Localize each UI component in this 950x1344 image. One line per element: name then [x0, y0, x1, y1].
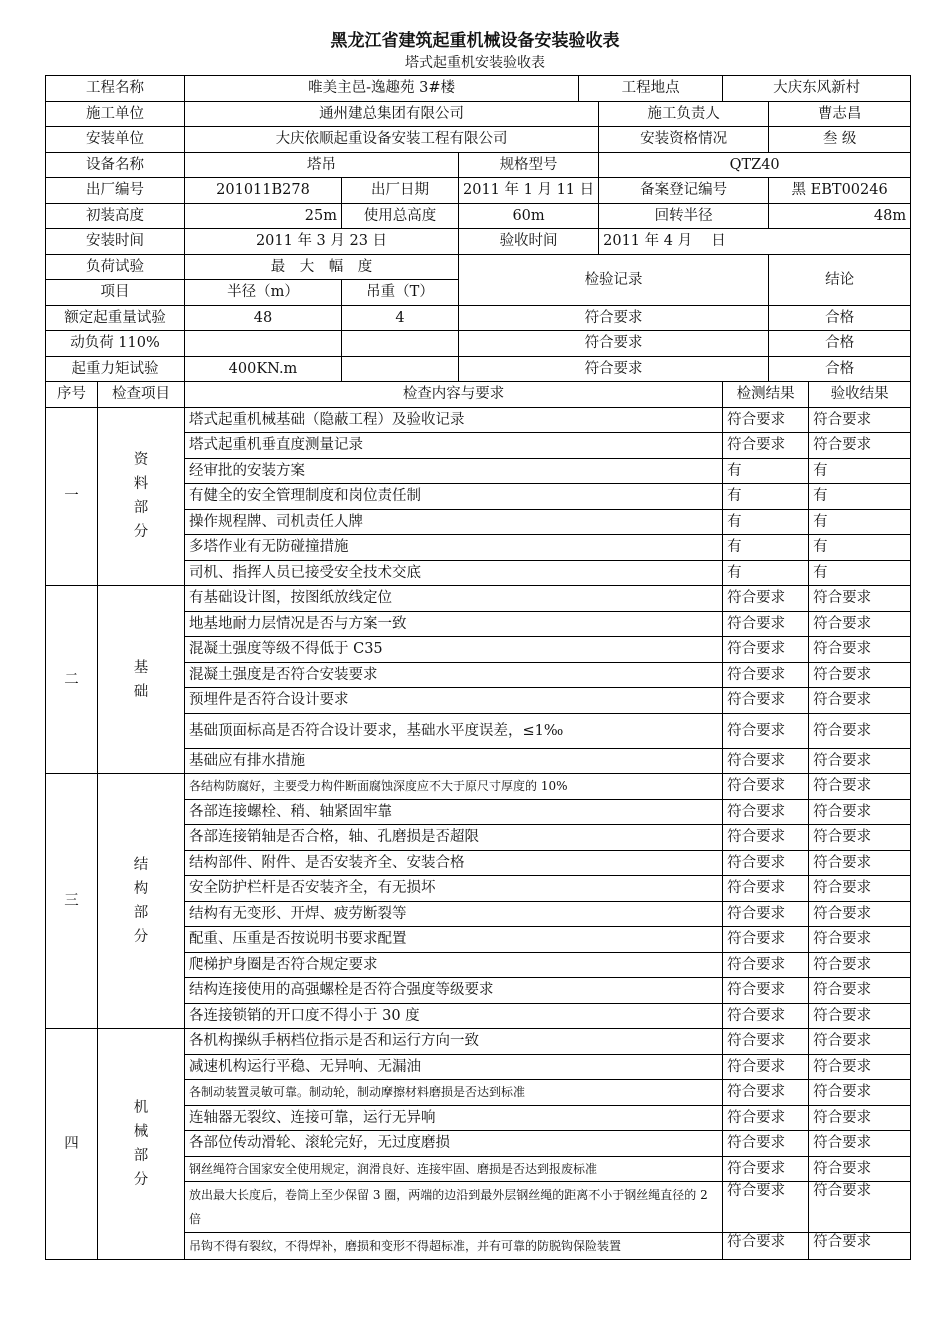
check-content: 各部连接螺栓、稍、轴紧固牢靠 [185, 799, 723, 825]
check-detect-result: 符合要求 [723, 1080, 809, 1106]
total-height-value: 60m [459, 203, 599, 229]
install-unit-label: 安装单位 [46, 127, 185, 153]
check-content: 有基础设计图，按图纸放线定位 [185, 586, 723, 612]
construction-unit-value: 通州建总集团有限公司 [185, 101, 599, 127]
weight-header: 吊重（T） [342, 280, 459, 306]
check-accept-result: 符合要求 [809, 1233, 911, 1260]
accept-time-value: 2011 年 4 月 日 [599, 229, 911, 255]
check-detect-result: 符合要求 [723, 713, 809, 748]
detect-header: 检测结果 [723, 382, 809, 408]
check-accept-result: 符合要求 [809, 876, 911, 902]
install-time-label: 安装时间 [46, 229, 185, 255]
check-detect-result: 符合要求 [723, 1131, 809, 1157]
load-test-conclusion: 合格 [769, 331, 911, 357]
check-row [46, 1029, 911, 1055]
section-name-text: 机械部分 [133, 1100, 149, 1188]
table-body [46, 76, 911, 1260]
check-content: 塔式起重机垂直度测量记录 [185, 433, 723, 459]
check-content: 各机构操纵手柄档位指示是否和运行方向一致 [185, 1029, 723, 1055]
section-number: 二 [46, 586, 98, 774]
check-detect-result: 有 [723, 535, 809, 561]
info-row [46, 178, 911, 204]
check-accept-result: 符合要求 [809, 637, 911, 663]
check-accept-result: 符合要求 [809, 662, 911, 688]
construction-unit-label: 施工单位 [46, 101, 185, 127]
checks-header-row [46, 382, 911, 408]
section-name [98, 407, 185, 586]
load-test-record: 符合要求 [459, 331, 769, 357]
check-content: 操作规程牌、司机责任人牌 [185, 509, 723, 535]
install-qual-value: 叁 级 [769, 127, 911, 153]
check-accept-result: 符合要求 [809, 1131, 911, 1157]
factory-date-label: 出厂日期 [342, 178, 459, 204]
load-test-conclusion: 合格 [769, 305, 911, 331]
accept-time-label: 验收时间 [459, 229, 599, 255]
check-detect-result: 符合要求 [723, 1054, 809, 1080]
check-accept-result: 符合要求 [809, 901, 911, 927]
check-accept-result: 有 [809, 535, 911, 561]
check-detect-result: 符合要求 [723, 1105, 809, 1131]
check-accept-result: 有 [809, 484, 911, 510]
check-accept-result: 符合要求 [809, 1182, 911, 1233]
check-accept-result: 有 [809, 509, 911, 535]
load-test-radius: 48 [185, 305, 342, 331]
factory-date-value: 2011 年 1 月 11 日 [459, 178, 599, 204]
load-test-weight [342, 331, 459, 357]
check-accept-result: 有 [809, 560, 911, 586]
check-accept-result: 符合要求 [809, 748, 911, 774]
section-name [98, 774, 185, 1029]
section-number: 四 [46, 1029, 98, 1260]
check-accept-result: 符合要求 [809, 1080, 911, 1106]
info-row [46, 152, 911, 178]
load-test-radius [185, 331, 342, 357]
check-accept-result: 符合要求 [809, 1029, 911, 1055]
check-detect-result: 符合要求 [723, 927, 809, 953]
check-content: 放出最大长度后，卷筒上至少保留 3 圈，两端的边沿到最外层钢丝绳的距离不小于钢丝绳直径的 2 倍 [185, 1182, 723, 1233]
check-accept-result: 符合要求 [809, 433, 911, 459]
check-content: 结构有无变形、开焊、疲劳断裂等 [185, 901, 723, 927]
check-accept-result: 符合要求 [809, 611, 911, 637]
check-content: 混凝土强度是否符合安装要求 [185, 662, 723, 688]
section-name-text: 结构部分 [133, 857, 149, 945]
load-test-name: 额定起重量试验 [46, 305, 185, 331]
check-accept-result: 符合要求 [809, 1105, 911, 1131]
model-label: 规格型号 [459, 152, 599, 178]
check-content: 各连接锁销的开口度不得小于 30 度 [185, 1003, 723, 1029]
section-name [98, 1029, 185, 1260]
section-name-text: 基础 [133, 659, 149, 700]
check-content: 各部连接销轴是否合格，轴、孔磨损是否超限 [185, 825, 723, 851]
item-header: 检查项目 [98, 382, 185, 408]
check-content: 爬梯护身圈是否符合规定要求 [185, 952, 723, 978]
acceptance-table [45, 75, 911, 1260]
max-amplitude-label: 最 大 幅 度 [185, 254, 459, 280]
construction-lead-label: 施工负责人 [599, 101, 769, 127]
check-detect-result: 符合要求 [723, 586, 809, 612]
check-content: 结构连接使用的高强螺栓是否符合强度等级要求 [185, 978, 723, 1004]
check-accept-result: 符合要求 [809, 799, 911, 825]
check-accept-result: 符合要求 [809, 850, 911, 876]
check-accept-result: 符合要求 [809, 688, 911, 714]
project-site-label: 工程地点 [579, 76, 723, 102]
check-content: 吊钩不得有裂纹，不得焊补，磨损和变形不得超标准，并有可靠的防脱钩保险装置 [185, 1233, 723, 1260]
info-row [46, 101, 911, 127]
init-height-value: 25m [185, 203, 342, 229]
load-test-record: 符合要求 [459, 305, 769, 331]
check-content: 连轴器无裂纹、连接可靠，运行无异响 [185, 1105, 723, 1131]
load-test-weight [342, 356, 459, 382]
check-accept-result: 符合要求 [809, 952, 911, 978]
radius-label: 回转半径 [599, 203, 769, 229]
check-detect-result: 符合要求 [723, 876, 809, 902]
check-content: 各结构防腐好，主要受力构件断面腐蚀深度应不大于原尺寸厚度的 10% [185, 774, 723, 800]
check-detect-result: 符合要求 [723, 774, 809, 800]
info-row [46, 203, 911, 229]
check-detect-result: 符合要求 [723, 407, 809, 433]
record-no-label: 备案登记编号 [599, 178, 769, 204]
device-name-label: 设备名称 [46, 152, 185, 178]
check-accept-result: 符合要求 [809, 713, 911, 748]
load-test-name: 起重力矩试验 [46, 356, 185, 382]
check-content: 塔式起重机械基础（隐蔽工程）及验收记录 [185, 407, 723, 433]
init-height-label: 初装高度 [46, 203, 185, 229]
info-row [46, 76, 911, 102]
check-detect-result: 有 [723, 458, 809, 484]
check-detect-result: 符合要求 [723, 1003, 809, 1029]
info-row [46, 127, 911, 153]
load-test-row [46, 331, 911, 357]
check-content: 多塔作业有无防碰撞措施 [185, 535, 723, 561]
check-detect-result: 符合要求 [723, 799, 809, 825]
check-accept-result: 符合要求 [809, 1054, 911, 1080]
check-content: 钢丝绳符合国家安全使用规定，润滑良好、连接牢固、磨损是否达到报废标准 [185, 1156, 723, 1182]
info-row [46, 229, 911, 255]
check-accept-result: 符合要求 [809, 774, 911, 800]
project-name-label: 工程名称 [46, 76, 185, 102]
accept-header: 验收结果 [809, 382, 911, 408]
check-detect-result: 符合要求 [723, 433, 809, 459]
check-detect-result: 有 [723, 560, 809, 586]
check-content: 有健全的安全管理制度和岗位责任制 [185, 484, 723, 510]
check-row [46, 407, 911, 433]
install-qual-label: 安装资格情况 [599, 127, 769, 153]
section-name [98, 586, 185, 774]
check-detect-result: 符合要求 [723, 1233, 809, 1260]
check-accept-result: 符合要求 [809, 586, 911, 612]
total-height-label: 使用总高度 [342, 203, 459, 229]
inspection-record-label: 检验记录 [459, 254, 769, 305]
check-content: 配重、压重是否按说明书要求配置 [185, 927, 723, 953]
check-accept-result: 符合要求 [809, 1156, 911, 1182]
check-content: 经审批的安装方案 [185, 458, 723, 484]
project-site-value: 大庆东风新村 [723, 76, 911, 102]
check-row [46, 774, 911, 800]
radius-header: 半径（m） [185, 280, 342, 306]
check-detect-result: 符合要求 [723, 637, 809, 663]
device-name-value: 塔吊 [185, 152, 459, 178]
serial-value: 201011B278 [185, 178, 342, 204]
check-detect-result: 符合要求 [723, 1029, 809, 1055]
check-detect-result: 符合要求 [723, 952, 809, 978]
check-content: 各部位传动滑轮、滚轮完好，无过度磨损 [185, 1131, 723, 1157]
section-number: 一 [46, 407, 98, 586]
check-detect-result: 符合要求 [723, 688, 809, 714]
check-accept-result: 符合要求 [809, 1003, 911, 1029]
load-test-label: 负荷试验 [46, 254, 185, 280]
check-accept-result: 有 [809, 458, 911, 484]
form-subtitle: 塔式起重机安装验收表 [405, 55, 545, 71]
check-content: 预埋件是否符合设计要求 [185, 688, 723, 714]
check-accept-result: 符合要求 [809, 407, 911, 433]
install-time-value: 2011 年 3 月 23 日 [185, 229, 459, 255]
check-content: 司机、指挥人员已接受安全技术交底 [185, 560, 723, 586]
construction-lead-value: 曹志昌 [769, 101, 911, 127]
section-name-text: 资料部分 [133, 452, 149, 541]
check-content: 安全防护栏杆是否安装齐全，有无损坏 [185, 876, 723, 902]
check-detect-result: 符合要求 [723, 901, 809, 927]
check-detect-result: 符合要求 [723, 748, 809, 774]
radius-value: 48m [769, 203, 911, 229]
no-header: 序号 [46, 382, 98, 408]
load-test-weight: 4 [342, 305, 459, 331]
section-number: 三 [46, 774, 98, 1029]
check-detect-result: 符合要求 [723, 611, 809, 637]
model-value: QTZ40 [599, 152, 911, 178]
check-content: 减速机构运行平稳、无异响、无漏油 [185, 1054, 723, 1080]
load-test-name: 动负荷 110% [46, 331, 185, 357]
check-accept-result: 符合要求 [809, 978, 911, 1004]
check-detect-result: 符合要求 [723, 662, 809, 688]
check-content: 混凝土强度等级不得低于 C35 [185, 637, 723, 663]
content-header: 检查内容与要求 [185, 382, 723, 408]
install-unit-value: 大庆依顺起重设备安装工程有限公司 [185, 127, 599, 153]
serial-label: 出厂编号 [46, 178, 185, 204]
load-test-conclusion: 合格 [769, 356, 911, 382]
load-test-row [46, 356, 911, 382]
check-detect-result: 符合要求 [723, 1182, 809, 1233]
check-accept-result: 符合要求 [809, 825, 911, 851]
check-detect-result: 符合要求 [723, 1156, 809, 1182]
check-content: 各制动装置灵敏可靠。制动轮，制动摩擦材料磨损是否达到标准 [185, 1080, 723, 1106]
project-name-value: 唯美主邑-逸趣苑 3#楼 [185, 76, 579, 102]
load-test-row [46, 305, 911, 331]
load-test-item-label: 项目 [46, 280, 185, 306]
check-detect-result: 符合要求 [723, 825, 809, 851]
check-content: 结构部件、附件、是否安装齐全、安装合格 [185, 850, 723, 876]
check-detect-result: 符合要求 [723, 978, 809, 1004]
load-test-record: 符合要求 [459, 356, 769, 382]
check-detect-result: 符合要求 [723, 850, 809, 876]
form-title: 黑龙江省建筑起重机械设备安装验收表 [330, 31, 620, 51]
record-no-value: 黑 EBT00246 [769, 178, 911, 204]
check-detect-result: 有 [723, 484, 809, 510]
load-test-radius: 400KN.m [185, 356, 342, 382]
check-content: 基础顶面标高是否符合设计要求，基础水平度误差，≤1‰ [185, 713, 723, 748]
check-detect-result: 有 [723, 509, 809, 535]
check-row [46, 586, 911, 612]
load-test-header [46, 254, 911, 280]
conclusion-label: 结论 [769, 254, 911, 305]
check-accept-result: 符合要求 [809, 927, 911, 953]
check-content: 基础应有排水措施 [185, 748, 723, 774]
check-content: 地基地耐力层情况是否与方案一致 [185, 611, 723, 637]
